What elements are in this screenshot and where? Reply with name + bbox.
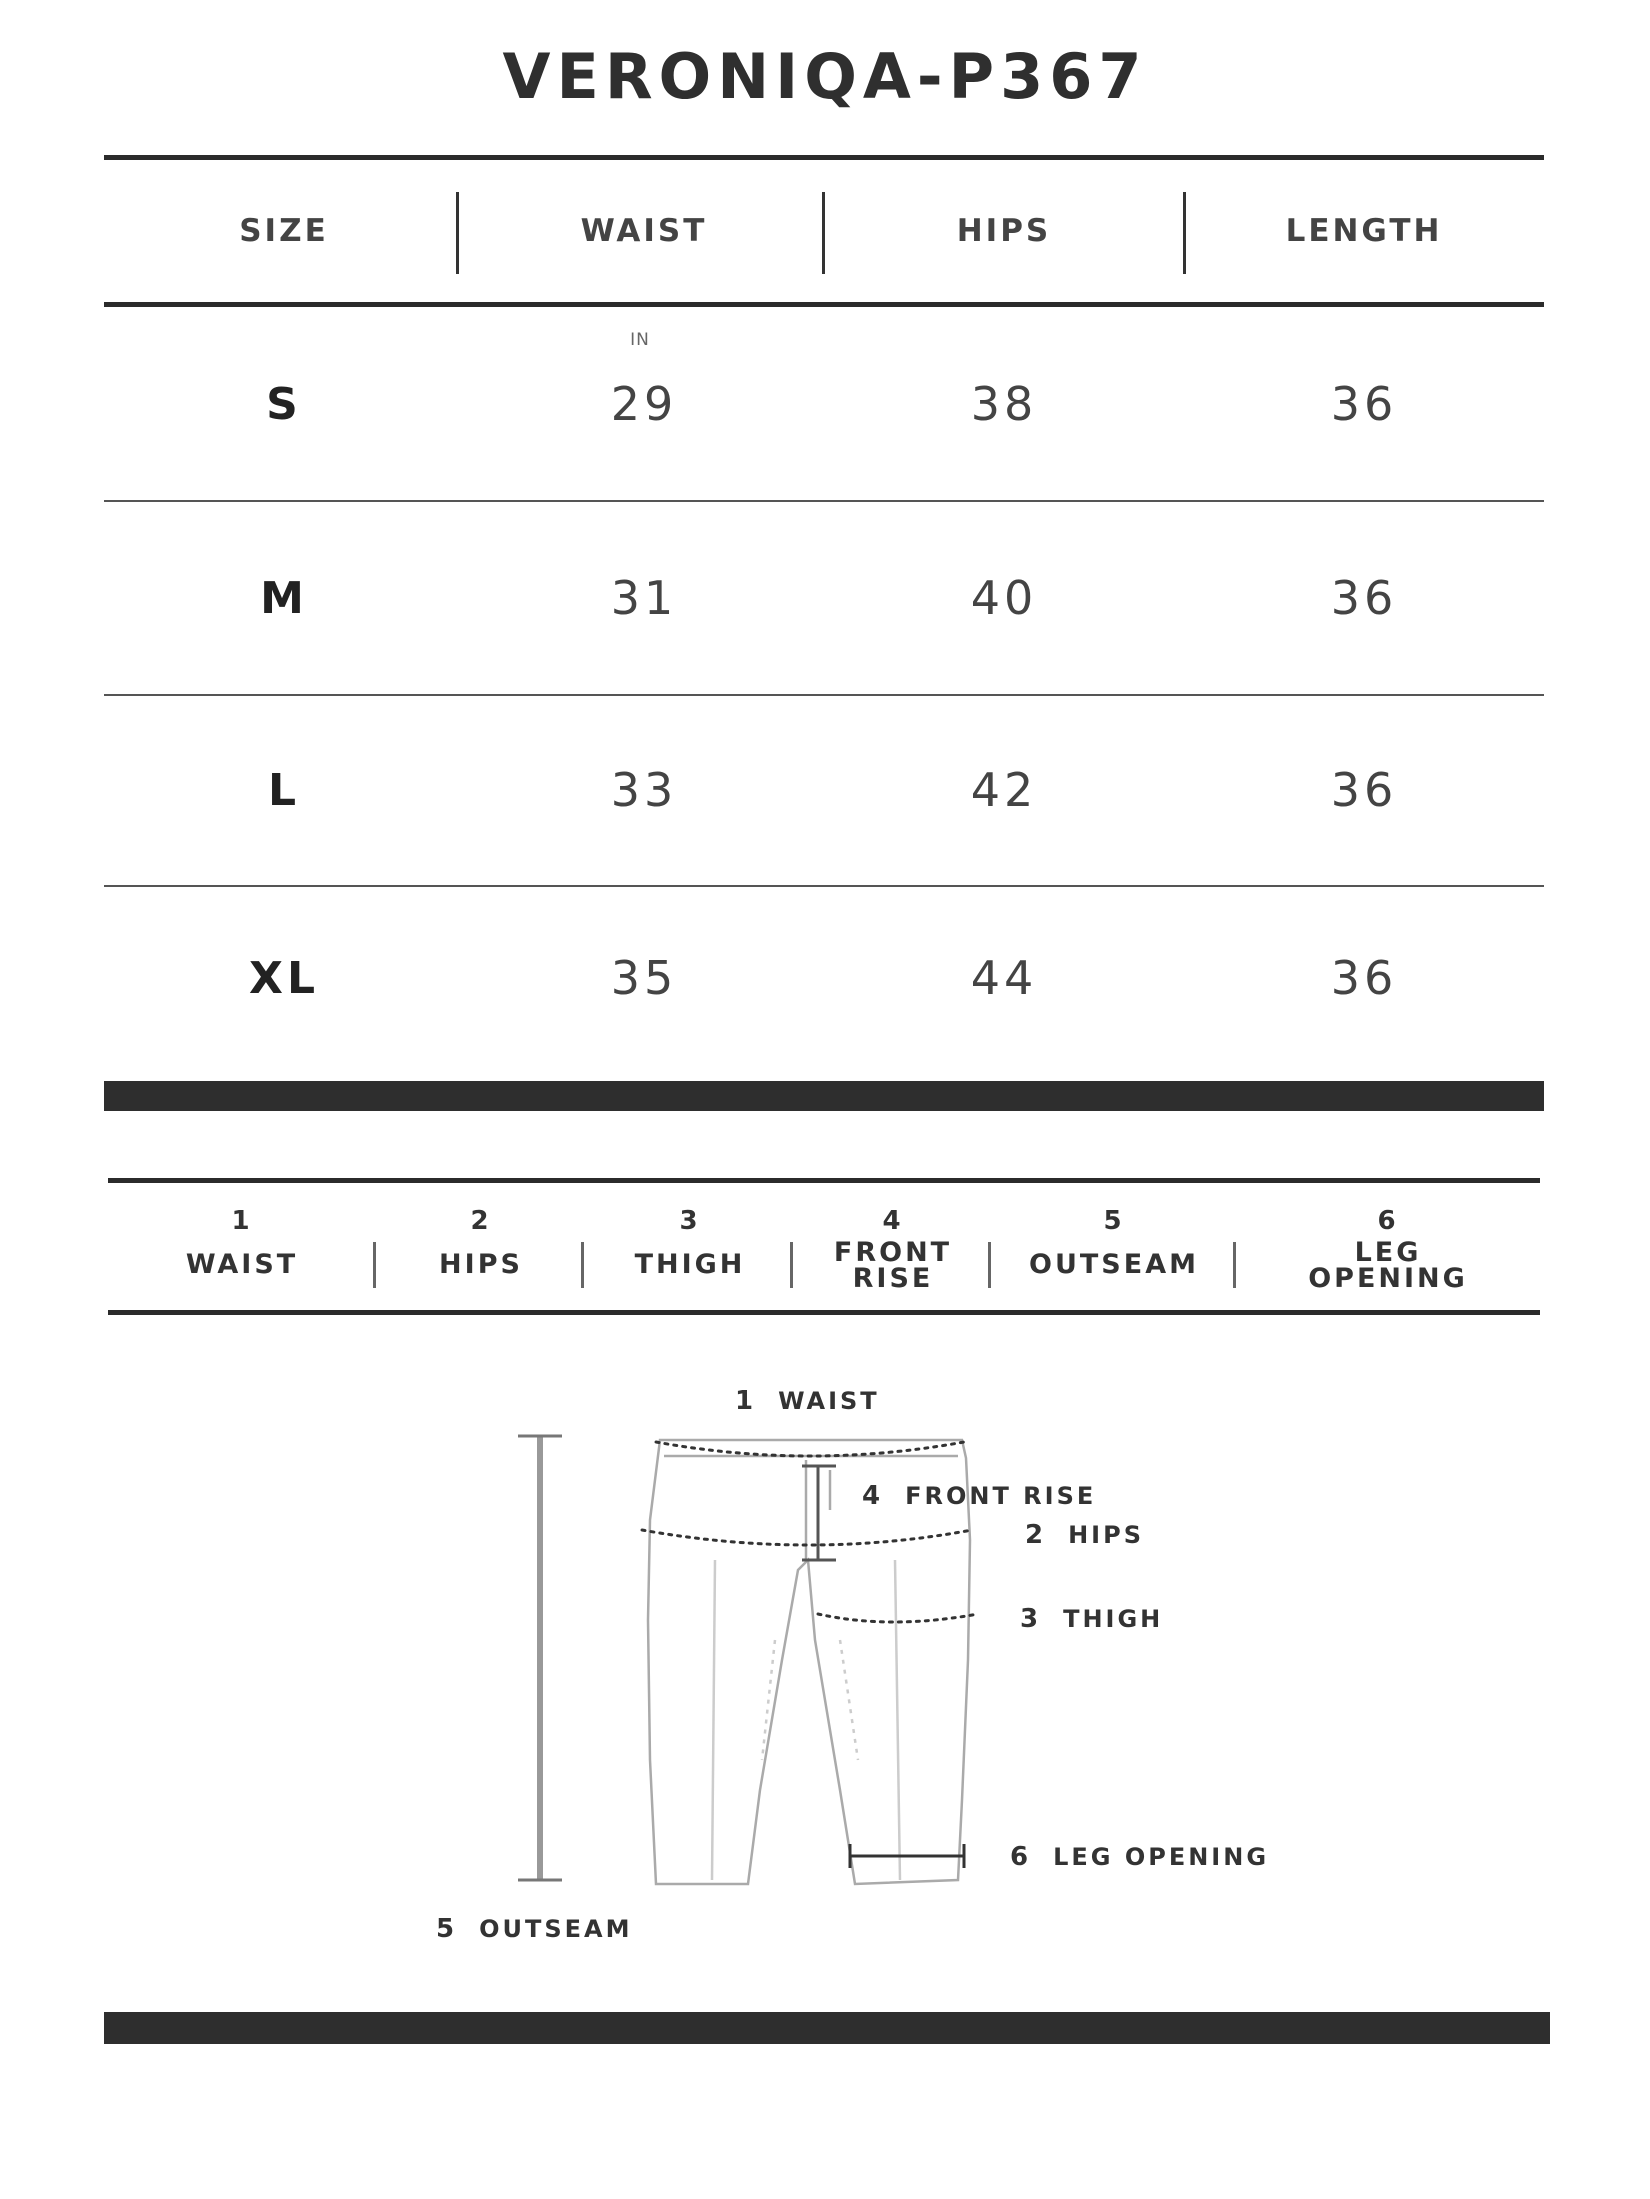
thigh-measure-icon xyxy=(818,1614,978,1622)
hips-cell: 44 xyxy=(970,951,1038,1005)
hips-cell: 38 xyxy=(970,377,1038,431)
legend-label: RISE xyxy=(852,1263,934,1294)
page-title: VERONIQA-P367 xyxy=(502,40,1148,113)
waist-cell: 33 xyxy=(610,763,678,817)
size-cell: M xyxy=(260,572,308,624)
legend-number: 3 xyxy=(679,1206,701,1236)
legend-label: THIGH xyxy=(634,1249,746,1280)
size-cell: XL xyxy=(249,952,319,1004)
leg-opening-measure-icon xyxy=(850,1844,964,1868)
legend-label: HIPS xyxy=(439,1249,523,1280)
diagram-label-front-rise: 4 FRONT RISE xyxy=(862,1481,1097,1511)
legend-number: 2 xyxy=(470,1206,492,1236)
diagram-label-leg-opening: 6 LEG OPENING xyxy=(1010,1842,1270,1872)
legend-label: WAIST xyxy=(185,1249,299,1280)
length-cell: 36 xyxy=(1330,377,1398,431)
outseam-line-icon xyxy=(518,1436,562,1880)
legend-label: OPENING xyxy=(1308,1263,1468,1294)
waist-measure-icon xyxy=(656,1442,964,1456)
unit-label: IN xyxy=(630,330,650,350)
legend-number: 4 xyxy=(882,1206,904,1236)
waist-cell: 29 xyxy=(610,377,678,431)
size-cell: L xyxy=(267,764,301,816)
legend-label: OUTSEAM xyxy=(1029,1249,1199,1280)
legend-number: 1 xyxy=(231,1206,253,1236)
legend-number: 5 xyxy=(1103,1206,1125,1236)
length-cell: 36 xyxy=(1330,763,1398,817)
length-cell: 36 xyxy=(1330,571,1398,625)
header-hips: HIPS xyxy=(956,213,1052,249)
waist-cell: 35 xyxy=(610,951,678,1005)
header-waist: WAIST xyxy=(580,213,708,249)
header-length: LENGTH xyxy=(1285,213,1443,249)
legend-number: 6 xyxy=(1377,1206,1399,1236)
page-bottom-band xyxy=(104,2012,1550,2044)
diagram-label-outseam: 5 OUTSEAM xyxy=(436,1914,633,1944)
length-cell: 36 xyxy=(1330,951,1398,1005)
hips-cell: 40 xyxy=(970,571,1038,625)
size-cell: S xyxy=(266,378,302,430)
waist-cell: 31 xyxy=(610,571,678,625)
hips-cell: 42 xyxy=(970,763,1038,817)
diagram-label-thigh: 3 THIGH xyxy=(1020,1604,1164,1634)
legend-label: LEG xyxy=(1354,1237,1422,1268)
legend-label: FRONT xyxy=(833,1237,953,1268)
diagram-label-waist: 1 WAIST xyxy=(735,1386,880,1416)
header-size: SIZE xyxy=(239,213,329,249)
diagram-label-hips: 2 HIPS xyxy=(1025,1520,1144,1550)
